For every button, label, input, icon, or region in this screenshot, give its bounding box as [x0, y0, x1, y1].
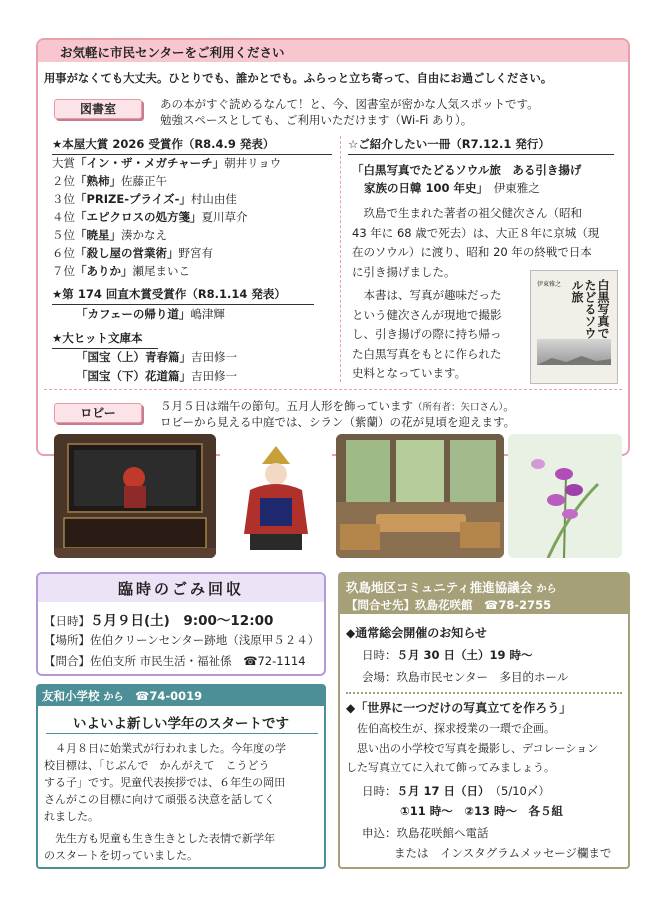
recommend-title-2: 家族の日韓 100 年史」 伊東雅之 [364, 181, 540, 195]
school-title: いよいよ新しい学年のスタートです [73, 716, 289, 732]
recommend-paragraph-1: 玖島で生まれた著者の祖父健次さん（昭和 43 年に 68 歳で死去）は、大正８年に京城（現 在のソウル）に渡り、昭和 20 年の終戦で日本 に引き揚げました。 [352, 206, 600, 279]
recommend-underline [348, 154, 614, 155]
bunko-item: 「国宝（下）花道篇」吉田修一 [76, 369, 237, 383]
lobby-desc-2: ロビーから見える中庭では、シラン（紫蘭）の花が見頃を迎えます。 [160, 415, 516, 429]
garbage-place-row: 【場所】佐伯クリーンセンター跡地（浅原甲５２４） [44, 633, 320, 647]
bunko-heading: ★大ヒット文庫本 [52, 331, 143, 345]
honya-item: ７位「ありか」瀬尾まいこ [52, 264, 190, 278]
lobby-interior-photo [336, 434, 504, 558]
recommend-paragraph-2: 本書は、写真が趣味だった という健次さんが現地で撮影 し、引き揚げの際に持ち帰っ た白黒写真をもとに作られた 史料となっています。 [352, 288, 502, 380]
library-label: 図書室 [54, 99, 142, 119]
shiran-flower-photo [508, 434, 622, 558]
photo-frame-date: 日時：５月 17 日（日） （5/10〆） [362, 784, 550, 798]
lobby-label: ロビー [54, 403, 142, 423]
facility-banner-title: お気軽に市民センターをご利用ください [60, 45, 285, 60]
garbage-contact-row: 【問合】佐伯支所 市民生活・福祉係 ☎72-1114 [44, 654, 306, 668]
recommend-title-1: 「白黒写真でたどるソウル旅 ある引き揚げ [352, 163, 582, 177]
armor-display-photo [54, 434, 216, 558]
honya-item: ４位「エピクロスの処方箋」夏川草介 [52, 210, 248, 224]
bunko-item: 「国宝（上）青春篇」吉田修一 [76, 350, 237, 364]
meeting-place: 会場：玖島市民センター 多目的ホール [362, 670, 569, 684]
community-divider [346, 692, 622, 694]
honya-item: ２位「熟柿」佐藤正午 [52, 174, 167, 188]
naoki-item: 「カフェーの帰り道」嶋津輝 [76, 307, 225, 321]
library-desc-2: 勉強スペースとしても、ご利用いただけます（Wi-Fi あり）。 [160, 113, 473, 127]
honya-item: ３位「PRIZE-プライズ-」村山由佳 [52, 192, 237, 206]
honya-heading: ★本屋大賞 2026 受賞作（R8.4.9 発表） [52, 137, 275, 151]
photo-frame-slots: ①11 時～ ②13 時～ 各５組 [400, 804, 563, 818]
meeting-date: 日時：５月 30 日（土）19 時～ [362, 648, 533, 662]
photo-frame-apply-2: または インスタグラムメッセージ欄まで [394, 846, 612, 860]
garbage-collection-title: 臨時のごみ回収 [117, 580, 244, 598]
honya-item: ６位「殺し屋の営業術」野宮有 [52, 246, 213, 260]
book-cover-image: 伊東雅之 白黒写真でたどるソウル旅 [530, 270, 618, 384]
community-contact: 【問合せ先】玖島花咲館 ☎78-2755 [346, 598, 552, 612]
community-name: 玖島地区コミュニティ推進協議会 から [346, 580, 557, 595]
school-header-text: 友和小学校 から ☎74-0019 [42, 689, 203, 703]
photo-frame-heading: ◆「世界に一つだけの写真立てを作ろう」 [346, 701, 572, 715]
recommend-heading: ☆ご紹介したい一冊（R7.12.1 発行） [348, 137, 550, 151]
garbage-date-row: 【日時】５月９日(土) 9:00～12:00 [44, 613, 274, 629]
honya-item: 大賞「イン・ザ・メガチャーチ」朝井リョウ [52, 156, 282, 170]
photo-frame-paragraph: 佐伯高校生が、探求授業の一環で企画。 思い出の小学校で写真を撮影し、デコレーション した写真立てに入れて飾ってみましょう。 [346, 722, 599, 774]
honya-item: ５位「暁星」湊かなえ [52, 228, 167, 242]
column-divider [340, 136, 341, 382]
section-divider [44, 389, 622, 390]
school-paragraph-2: 先生方も児童も生き生きとした表情で新学年 のスタートを切っていました。 [44, 832, 275, 862]
facility-intro: 用事がなくても大丈夫。ひとりでも、誰かとでも。ふらっと立ち寄って、自由にお過ごしください。 [44, 72, 553, 85]
naoki-heading: ★第 174 回直木賞受賞作（R8.1.14 発表） [52, 287, 286, 301]
photo-frame-apply-1: 申込：玖島花咲館へ電話 [362, 826, 489, 840]
lobby-desc-1: ５月５日は端午の節句。五月人形を飾っています（所有者：矢口さん）。 [160, 399, 515, 413]
meeting-heading: ◆通常総会開催のお知らせ [346, 626, 487, 640]
library-desc-1: あの本がすぐ読めるなんて！と、今、図書室が密かな人気スポットです。 [160, 97, 539, 111]
gogatsu-doll-photo [220, 434, 332, 558]
school-title-rule [46, 733, 318, 734]
school-paragraph-1: ４月８日に始業式が行われました。今年度の学 校目標は、「じぶんで かんがえて こうどう する子」です。児童代表挨拶では、６年生の岡田 さんがこの目標に向けて頑張る決意を話してく れました。 [44, 742, 286, 823]
